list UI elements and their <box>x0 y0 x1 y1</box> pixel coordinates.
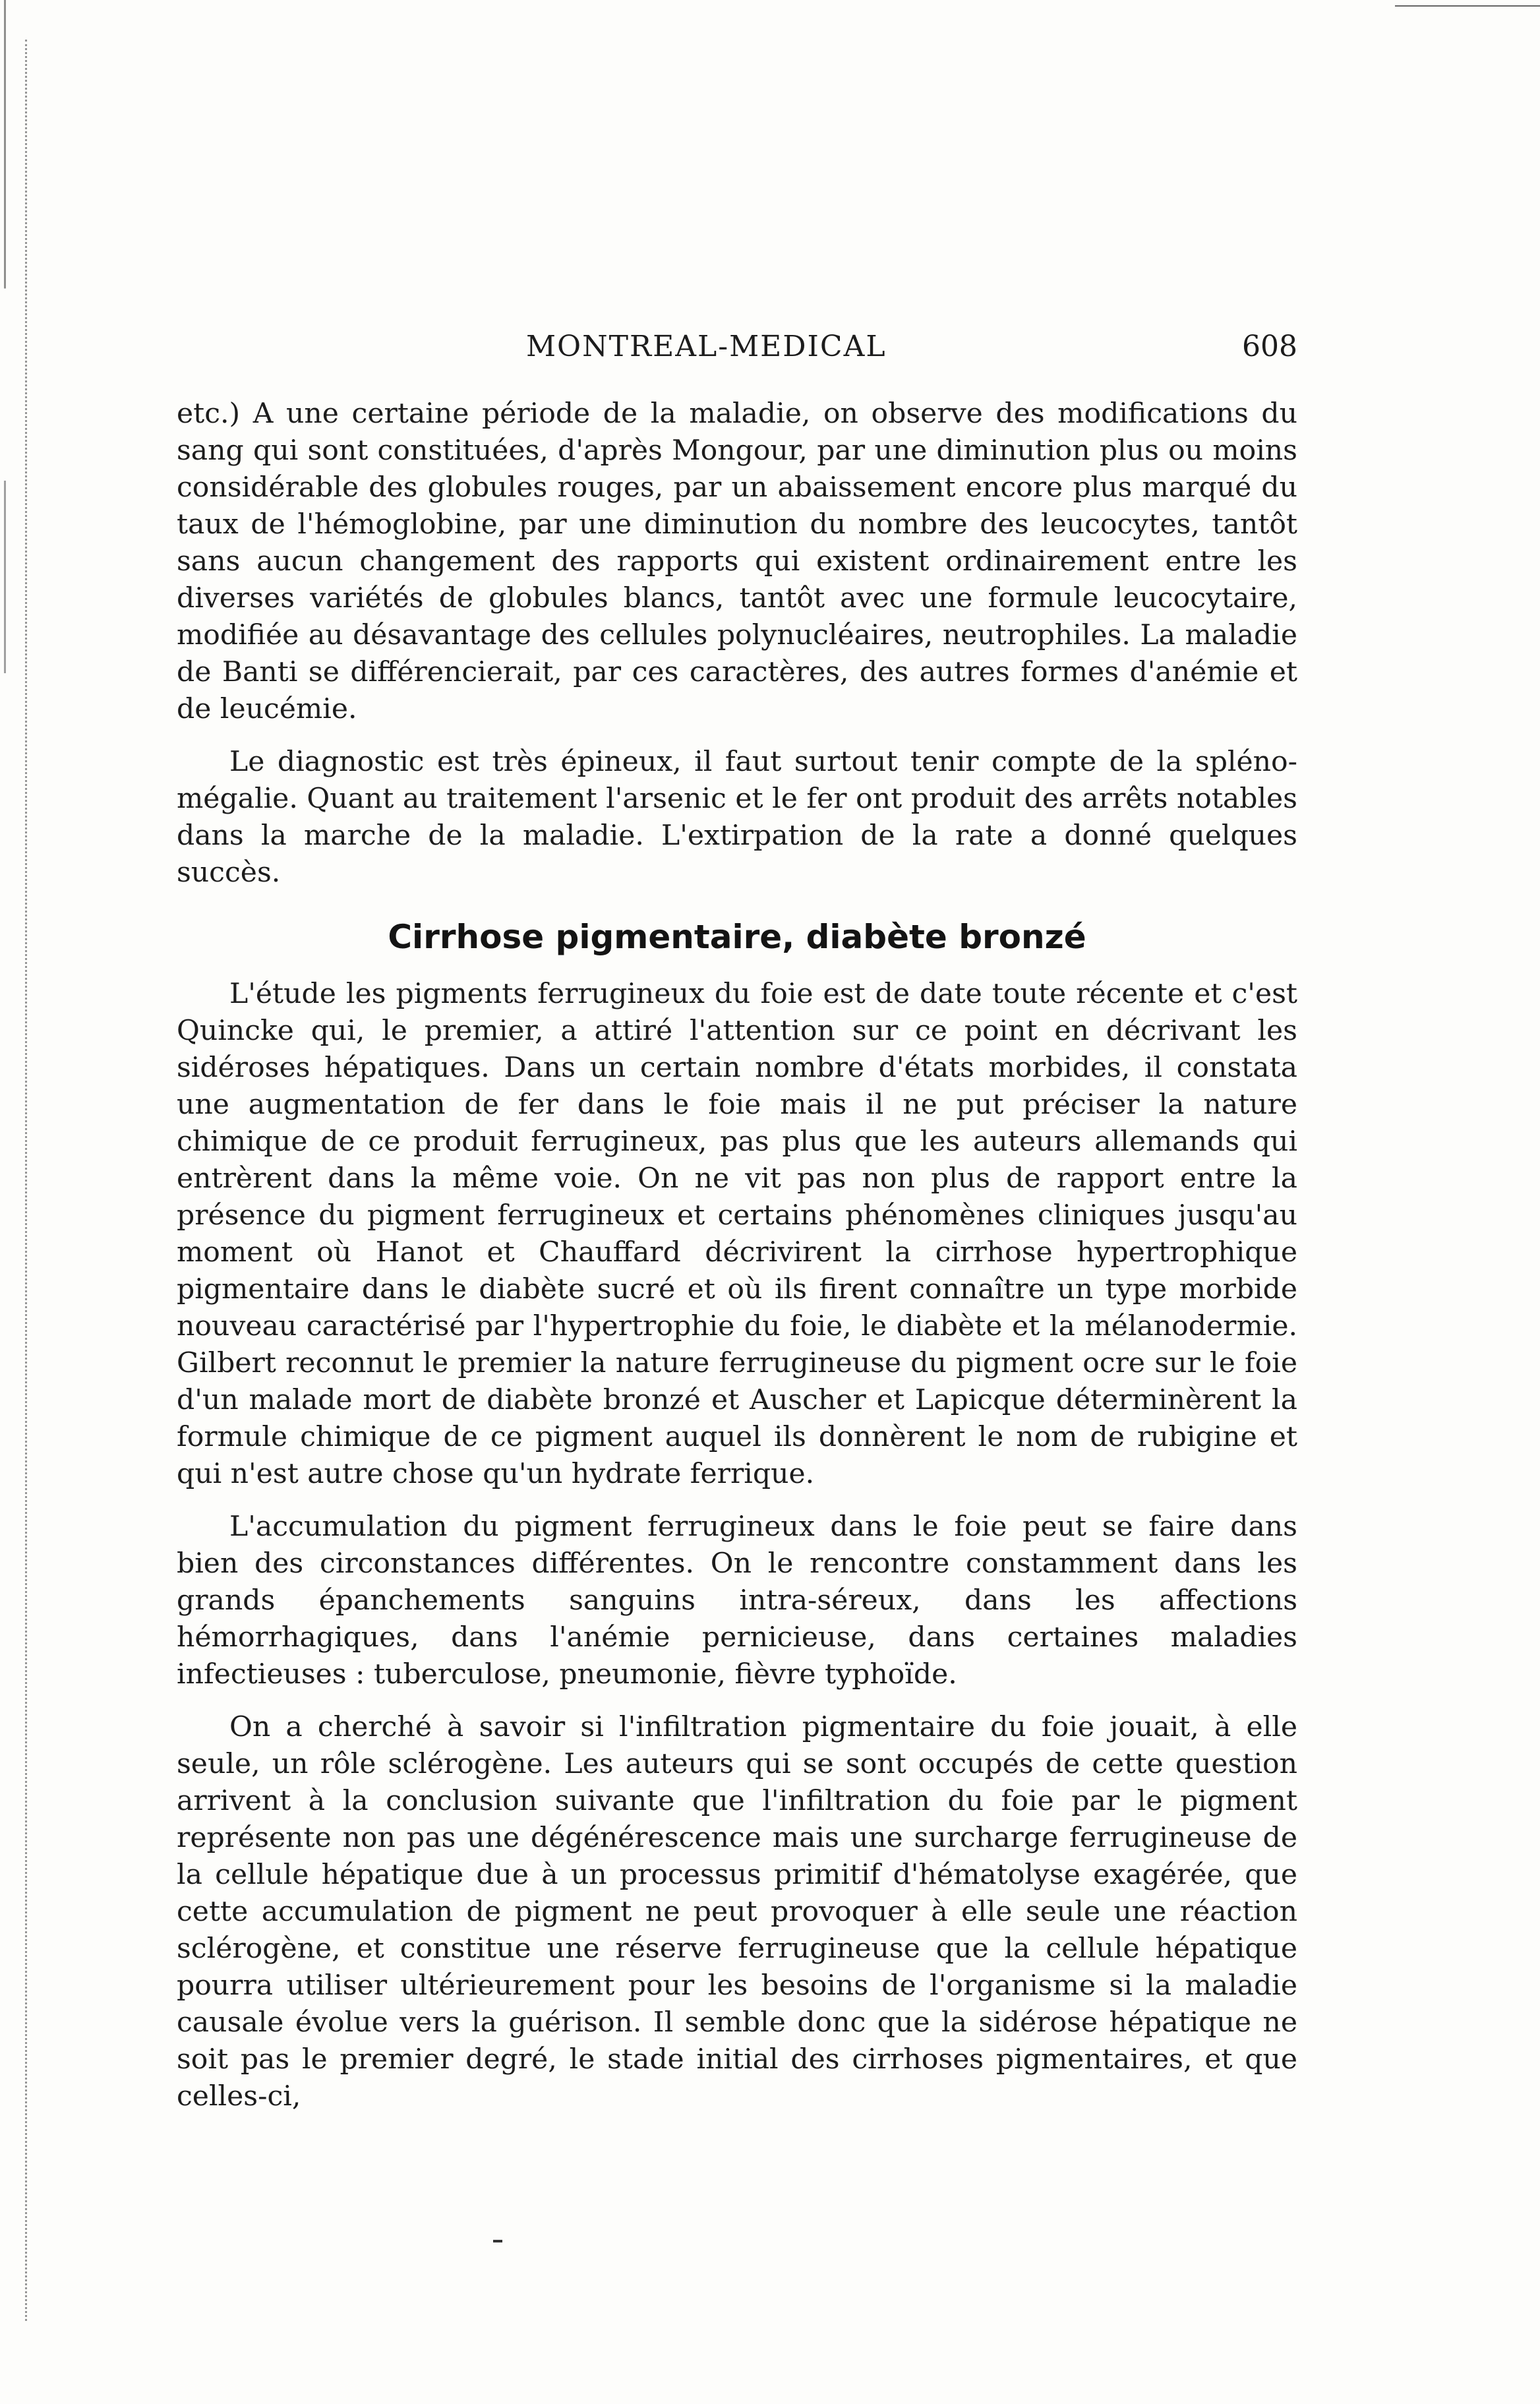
paragraph-accumulation: L'accumulation du pigment ferrugineux dans le foie peut se faire dans bien des circonstances différentes. On le rencontre constamment dans les grands épanchements sanguins intra-séreux, dans les affections hémorrhagiques, dans l'anémie pernicieuse, dans certaines maladies infectieuses : tuberculose, pneumonie, fièvre typhoïde. <box>177 1511 1297 1691</box>
page-number: 608 <box>1242 330 1297 363</box>
section-heading: Cirrhose pigmentaire, diabète bronzé <box>388 918 1086 956</box>
paragraph-banti-blood: etc.) A une certaine période de la maladie, on observe des modifications du sang qui sont constituées, d'après Mongour, par une diminution plus ou moins considérable des globules rouges, par un abaissement encore plus marqué du taux de l'hémoglobine, par une diminution du nombre des leucocytes, tantôt sans aucun changement des rapports qui existent ordinairement entre les diverses variétés de globules blancs, tantôt avec une formule leucocytaire, modifiée au désavantage des cellules polynucléaires, neutrophiles. La maladie de Banti se différencierait, par ces caractères, des autres formes d'anémie et de leucémie. <box>177 398 1297 725</box>
binding-edge <box>25 40 30 2321</box>
paragraph-pigments: L'étude les pigments ferrugineux du foie est de date toute récente et c'est Quincke qui, le premier, a attiré l'attention sur ce point en décrivant les sidéroses hépatiques. Dans un certain nombre d'états morbides, il constata une augmentation de fer dans le foie mais il ne put préciser la nature chimique de ce produit ferrugineux, pas plus que les auteurs allemands qui entrèrent dans la même voie. On ne vit pas non plus de rapport entre la présence du pigment ferrugineux et certains phénomènes cliniques jusqu'au moment où Hanot et Chauffard décrivirent la cirrhose hypertrophique pigmentaire dans le diabète sucré et où ils firent connaître un type morbide nouveau caractérisé par l'hypertrophie du foie, le diabète et la mélanodermie. Gilbert reconnut le premier la nature ferrugineuse du pigment ocre sur le foie d'un malade mort de diabète bronzé et Auscher et Lapicque déterminèrent la formule chimique de ce pigment auquel ils donnèrent le nom de rubigine et qui n'est autre chose qu'un hydrate ferrique. <box>177 978 1297 1490</box>
running-head <box>177 330 1297 376</box>
printer-mark <box>493 2240 502 2242</box>
body-text <box>177 396 1297 2115</box>
paragraph-infiltration: On a cherché à savoir si l'infiltration pigmentaire du foie jouait, à elle seule, un rôle sclérogène. Les auteurs qui se sont occupés de cette question arrivent à la conclusion suivante que l'infiltration du foie par le pigment représente non pas une dégénérescence mais une surcharge ferrugineuse de la cellule hépatique due à un processus primitif d'hématolyse exagérée, que cette accumulation de pigment ne peut provoquer à elle seule une réaction sclérogène, et constitue une réserve ferrugineuse que la cellule hépatique pourra utiliser ultérieurement pour les besoins de l'organisme si la maladie causale évolue vers la guérison. Il semble donc que la sidérose hépatique ne soit pas le premier degré, le stade initial des cirrhoses pigmentaires, et que celles-ci, <box>177 1711 1297 2113</box>
top-rule <box>1395 5 1540 7</box>
paragraph-diagnosis: Le diagnostic est très épineux, il faut surtout tenir compte de la spléno-mégalie. Quant au traitement l'arsenic et le fer ont produit des arrêts notables dans la marche de la maladie. L'extirpation de la rate a donné quelques succès. <box>177 746 1297 889</box>
binding-shadow <box>4 0 6 2404</box>
journal-title: MONTREAL-MEDICAL <box>526 330 887 363</box>
